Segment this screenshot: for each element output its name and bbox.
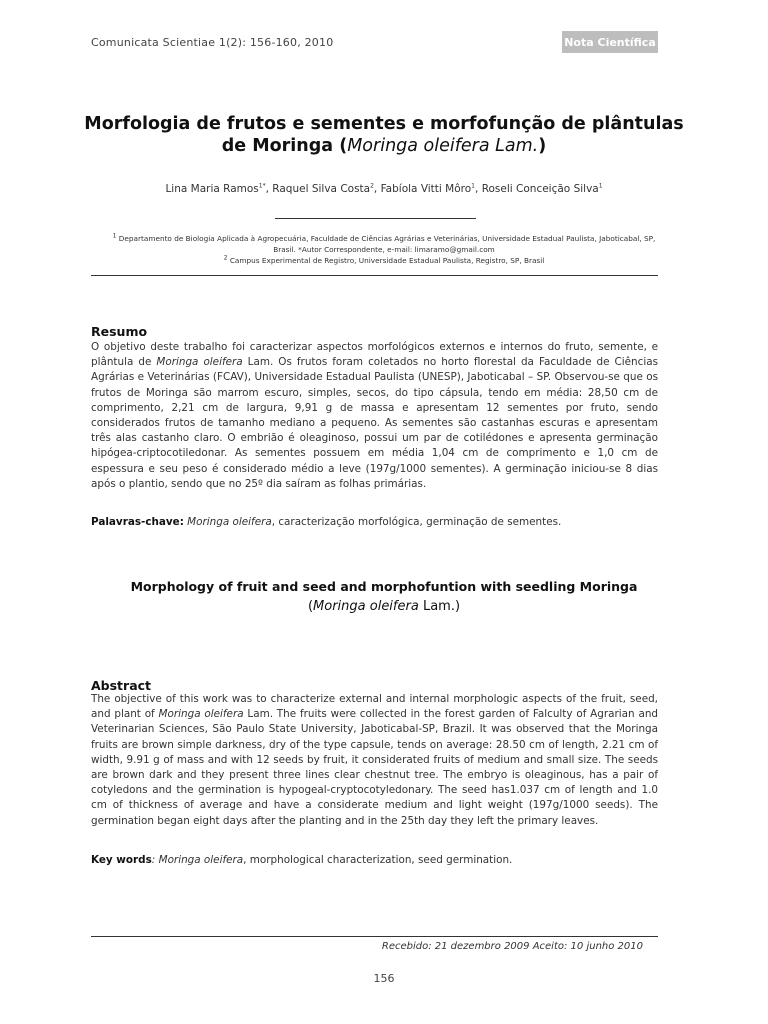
english-title-prefix: (: [307, 599, 314, 614]
article-type-badge: Nota Científica: [562, 31, 658, 53]
article-title: [80, 113, 688, 157]
affiliations: [85, 233, 683, 266]
key-words-label: Key words: [91, 854, 152, 866]
key-words-terms: , morphological characterization, seed germination.: [243, 854, 513, 866]
author-separator: ,: [373, 183, 381, 195]
title-prefix: de Moringa (: [221, 136, 348, 156]
abstract-heading: Abstract: [91, 678, 152, 693]
resumo-text-part: O objetivo deste trabalho foi caracterizar aspectos morfológicos externos e internos do fruto, semente, e plântula de: [91, 341, 658, 369]
author-affiliation-mark: 2: [370, 182, 374, 190]
author-affiliation-mark: 1*: [258, 182, 266, 190]
author-separator: ,: [265, 183, 273, 195]
footer-divider: [91, 936, 658, 937]
title-species: Moringa oleifera Lam.: [347, 136, 539, 156]
author-name: Raquel Silva Costa: [272, 183, 371, 195]
english-title-line-2: [80, 597, 688, 617]
resumo-species: Moringa oleifera: [156, 356, 243, 369]
title-line-2: [80, 135, 688, 157]
authors-divider: [275, 218, 476, 219]
abstract-text: [91, 692, 658, 829]
affiliation-mark: 2: [223, 254, 228, 262]
header-divider: [91, 275, 658, 276]
english-title: [80, 577, 688, 617]
affiliation-line: [85, 255, 683, 266]
author-affiliation-mark: 1: [471, 182, 475, 190]
abstract-text-part: Lam. The fruits were collected in the forest garden of Falculty of Agrarian and Veterinarian Sciences, São Paulo State University, Jaboticabal-SP, Brazil. It was observed that the Moringa fruits are brown simple darkness, dry of the type capsule, tends on average: 28.50 cm of length, 2.21 cm of width, 9.91 g of mass and with 12 seeds by fruit, it considerated fruits of medium and small size. The seeds are brown dark and they present three lines clear chestnut tree. The embryo is oleaginous, has a pair of cotyledons and the germination is hypogeal-cryptocotyledonary. The seed has1.037 cm of length and 1.0 cm of thickness of average and have a considerate medium and light weight (197g/1000 seeds). The germination began eight days after the planting and in the 25th day they left the primary leaves.: [91, 708, 658, 827]
journal-citation: Comunicata Scientiae 1(2): 156-160, 2010: [91, 36, 334, 49]
english-title-species: Moringa oleifera: [313, 599, 419, 614]
palavras-chave-species: Moringa oleifera: [183, 516, 272, 528]
affiliation-mark: 1: [112, 232, 117, 240]
english-title-line-1: Morphology of fruit and seed and morphofuntion with seedling Moringa: [130, 579, 638, 594]
affiliation-text: Campus Experimental de Registro, Universidade Estadual Paulista, Registro, SP, Brasil: [227, 256, 545, 265]
affiliation-text: Departamento de Biologia Aplicada à Agropecuária, Faculdade de Ciências Agrárias e Veterinárias, Universidade Estadual Paulista, Jaboticabal, SP,: [116, 234, 656, 243]
author-name: Fabíola Vitti Môro: [380, 183, 472, 195]
affiliation-line: [85, 233, 683, 244]
palavras-chave-terms: , caracterização morfológica, germinação de sementes.: [271, 516, 562, 528]
resumo-text-part: Lam. Os frutos foram coletados no horto florestal da Faculdade de Ciências Agrárias e Veterinárias (FCAV), Universidade Estadual Paulista (UNESP), Jaboticabal – SP. Observou-se que os frutos de Moringa são marrom escuro, simples, secos, do tipo cápsula, tendo em média: 28,50 cm de comprimento, 2,21 cm de largura, 9,91 g de massa e apresentam 12 sementes por fruto, sendo considerados frutos de tamanho mediano a pequeno. As sementes são castanhas escuras e apresentam três alas castanho claro. O embrião é oleaginoso, possui um par de cotilédones e apresenta germinação hipógea-criptocotiledonar. As sementes possuem em média 1,04 cm de comprimento e 1,0 cm de espessura e seu peso é considerado médio a leve (197g/1000 sementes). A germinação iniciou-se 8 dias após o plantio, sendo que no 25º dia saíram as folhas primárias.: [91, 356, 659, 490]
palavras-chave: [91, 516, 658, 528]
author-affiliation-mark: 1: [598, 182, 603, 190]
resumo-heading: Resumo: [91, 324, 148, 339]
title-line-1: Morfologia de frutos e sementes e morfofunção de plântulas: [84, 114, 684, 134]
key-words-species: : Moringa oleifera: [151, 854, 244, 866]
author-list: [60, 183, 708, 195]
english-title-suffix: Lam.): [418, 599, 461, 614]
page-number: 156: [373, 972, 395, 985]
abstract-species: Moringa oleifera: [158, 708, 244, 721]
title-suffix: ): [538, 136, 547, 156]
affiliation-line: Brasil. *Autor Correspondente, e-mail: limaramo@gmail.com: [273, 245, 495, 254]
author-separator: ,: [475, 183, 482, 195]
author-name: Lina Maria Ramos: [165, 183, 259, 195]
resumo-text: [91, 340, 658, 492]
received-accepted-dates: Recebido: 21 dezembro 2009 Aceito: 10 junho 2010: [381, 941, 643, 952]
abstract-text-part: The objective of this work was to characterize external and internal morphologic aspects of the fruit, seed, and plant of: [91, 693, 658, 721]
author-name: Roseli Conceição Silva: [481, 183, 599, 195]
key-words: [91, 854, 658, 866]
palavras-chave-label: Palavras-chave:: [91, 516, 184, 528]
